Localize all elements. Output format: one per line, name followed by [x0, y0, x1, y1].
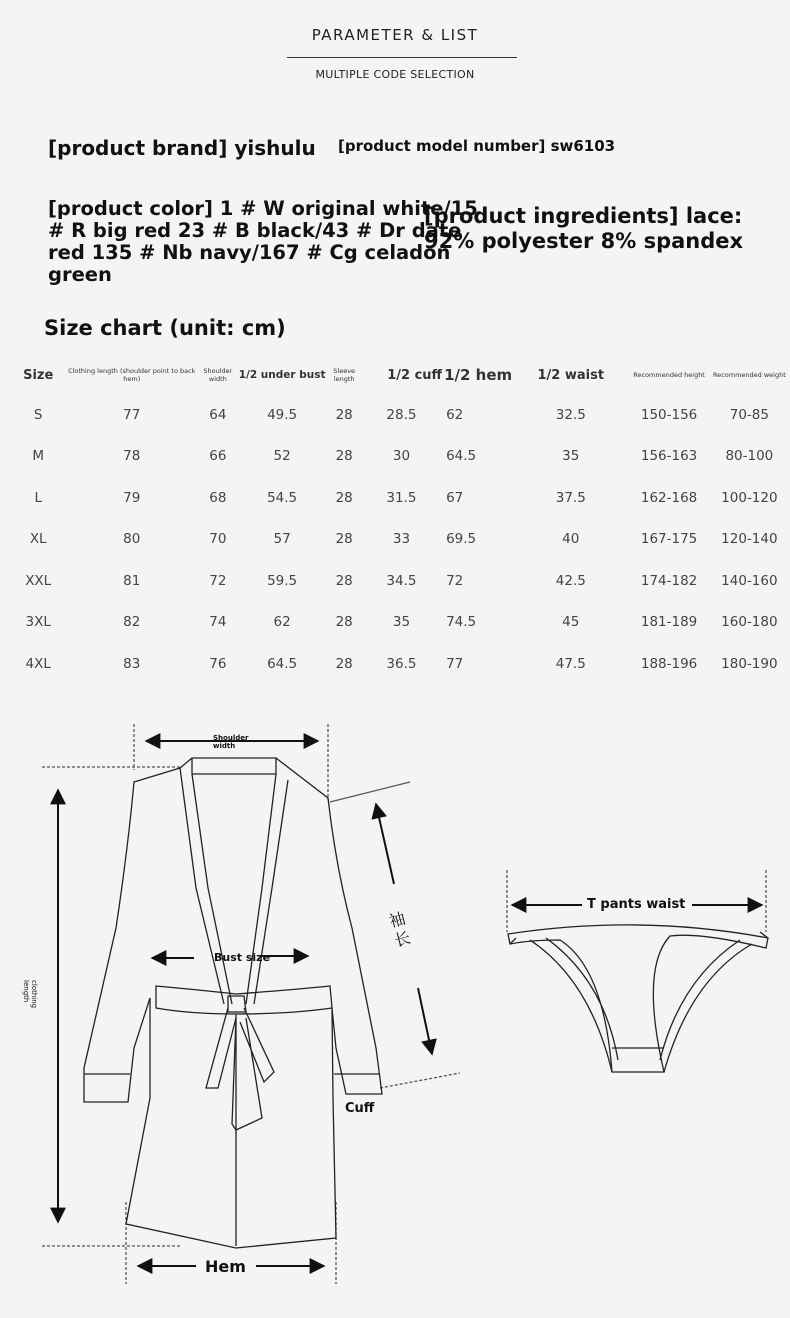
table-cell: 64.5: [267, 655, 298, 672]
table-cell: 77: [446, 655, 464, 672]
size-cell: XXL: [25, 572, 52, 589]
table-cell: 62: [446, 406, 464, 423]
col-header: Sleeve length: [333, 367, 356, 383]
pants-waist-label: T pants waist: [587, 897, 686, 912]
table-cell: 57: [273, 531, 291, 548]
table-cell: 160-180: [721, 614, 778, 631]
size-cell: 3XL: [25, 614, 51, 631]
table-cell: 80: [123, 531, 141, 548]
table-row: [14, 477, 790, 519]
clothing-length-label: clothing length: [22, 980, 38, 1009]
col-header: Clothing length (shoulder point to back hem): [68, 367, 196, 383]
title-underline: [287, 57, 517, 58]
col-header: Recommended height: [633, 371, 705, 379]
table-cell: 28: [335, 531, 353, 548]
product-color: [48, 197, 478, 286]
table-row: [14, 560, 790, 602]
table-cell: 49.5: [267, 406, 298, 423]
size-cell: 4XL: [25, 655, 51, 672]
col-header: Size: [23, 367, 54, 383]
table-cell: 32.5: [555, 406, 586, 423]
table-cell: 188-196: [640, 655, 698, 672]
table-cell: 28: [335, 614, 353, 631]
size-cell: XL: [29, 531, 47, 548]
size-cell: L: [34, 489, 42, 506]
product-color-line: green: [48, 263, 112, 286]
table-cell: 64.5: [446, 448, 477, 465]
table-cell: 28.5: [386, 406, 417, 423]
table-cell: 42.5: [555, 572, 586, 589]
product-model: [product model number] sw6103: [338, 137, 616, 155]
product-ingredients-line: [product ingredients] lace:: [424, 204, 743, 228]
col-header: 1/2 hem: [444, 366, 513, 384]
table-cell: 83: [123, 655, 141, 672]
table-cell: 68: [209, 489, 227, 506]
table-row: [14, 602, 790, 644]
table-cell: 77: [123, 406, 141, 423]
size-cell: M: [32, 448, 45, 465]
table-cell: 76: [209, 655, 227, 672]
garment-diagram: [0, 718, 790, 1318]
table-cell: 64: [209, 406, 227, 423]
table-cell: 72: [209, 572, 227, 589]
table-cell: 54.5: [267, 489, 298, 506]
table-cell: 67: [446, 489, 464, 506]
table-cell: 79: [123, 489, 141, 506]
table-row: [14, 394, 790, 436]
product-ingredients: [424, 204, 743, 254]
table-cell: 100-120: [721, 489, 778, 506]
table-cell: 28: [335, 489, 353, 506]
table-cell: 40: [562, 531, 580, 548]
product-brand: [product brand] yishulu: [48, 136, 316, 160]
cuff-label: Cuff: [345, 1101, 375, 1116]
table-cell: 181-189: [640, 614, 698, 631]
table-body: [14, 394, 790, 685]
hem-label: Hem: [205, 1257, 246, 1276]
table-cell: 180-190: [721, 655, 778, 672]
table-row: [14, 643, 790, 685]
size-cell: S: [33, 406, 43, 423]
table-cell: 174-182: [640, 572, 698, 589]
product-color-line: red 135 # Nb navy/167 # Cg celadon: [48, 241, 451, 264]
bust-size-label: Bust size: [214, 951, 271, 964]
table-cell: 82: [123, 614, 141, 631]
table-cell: 28: [335, 448, 353, 465]
sleeve-length-label: 袖长: [387, 908, 413, 951]
table-cell: 72: [446, 572, 464, 589]
product-color-line: # R big red 23 # B black/43 # Dr date: [48, 219, 462, 242]
table-cell: 162-168: [640, 489, 698, 506]
table-cell: 167-175: [640, 531, 698, 548]
table-cell: 69.5: [446, 531, 477, 548]
table-cell: 81: [123, 572, 141, 589]
col-header: Shoulder width: [203, 367, 233, 383]
table-header-row: [14, 356, 790, 394]
table-cell: 52: [273, 448, 291, 465]
table-cell: 74: [209, 614, 227, 631]
table-cell: 150-156: [640, 406, 698, 423]
size-chart-table: [14, 356, 790, 685]
table-cell: 31.5: [386, 489, 417, 506]
product-color-line: [product color] 1 # W original white/15: [48, 197, 478, 220]
shoulder-width-label: Shoulder width: [213, 734, 249, 750]
table-cell: 59.5: [267, 572, 298, 589]
table-row: [14, 519, 790, 561]
table-cell: 62: [273, 614, 291, 631]
col-header: Recommended weight: [712, 371, 786, 379]
table-cell: 70: [209, 531, 227, 548]
table-cell: 80-100: [725, 448, 774, 465]
table-cell: 45: [562, 614, 580, 631]
section-subtitle: MULTIPLE CODE SELECTION: [315, 68, 475, 81]
col-header: 1/2 cuff: [387, 367, 443, 383]
table-cell: 34.5: [386, 572, 417, 589]
table-cell: 140-160: [721, 572, 778, 589]
table-cell: 78: [123, 448, 141, 465]
table-row: [14, 436, 790, 478]
table-cell: 37.5: [555, 489, 586, 506]
table-cell: 70-85: [729, 406, 769, 423]
table-cell: 66: [209, 448, 227, 465]
col-header: 1/2 under bust: [238, 369, 326, 381]
robe-drawing: [42, 724, 460, 1284]
table-cell: 35: [392, 614, 411, 631]
table-cell: 28: [335, 406, 353, 423]
table-cell: 33: [392, 531, 411, 548]
table-cell: 156-163: [640, 448, 698, 465]
col-header: 1/2 waist: [537, 367, 605, 383]
product-ingredients-line: 92% polyester 8% spandex: [424, 229, 744, 253]
table-cell: 30: [392, 448, 411, 465]
section-title: PARAMETER & LIST: [311, 26, 479, 44]
table-cell: 120-140: [721, 531, 778, 548]
table-cell: 74.5: [446, 614, 477, 631]
table-cell: 47.5: [555, 655, 586, 672]
size-chart-title: Size chart (unit: cm): [44, 316, 286, 340]
table-cell: 36.5: [386, 655, 417, 672]
table-cell: 28: [335, 572, 353, 589]
table-cell: 28: [335, 655, 353, 672]
table-cell: 35: [562, 448, 580, 465]
